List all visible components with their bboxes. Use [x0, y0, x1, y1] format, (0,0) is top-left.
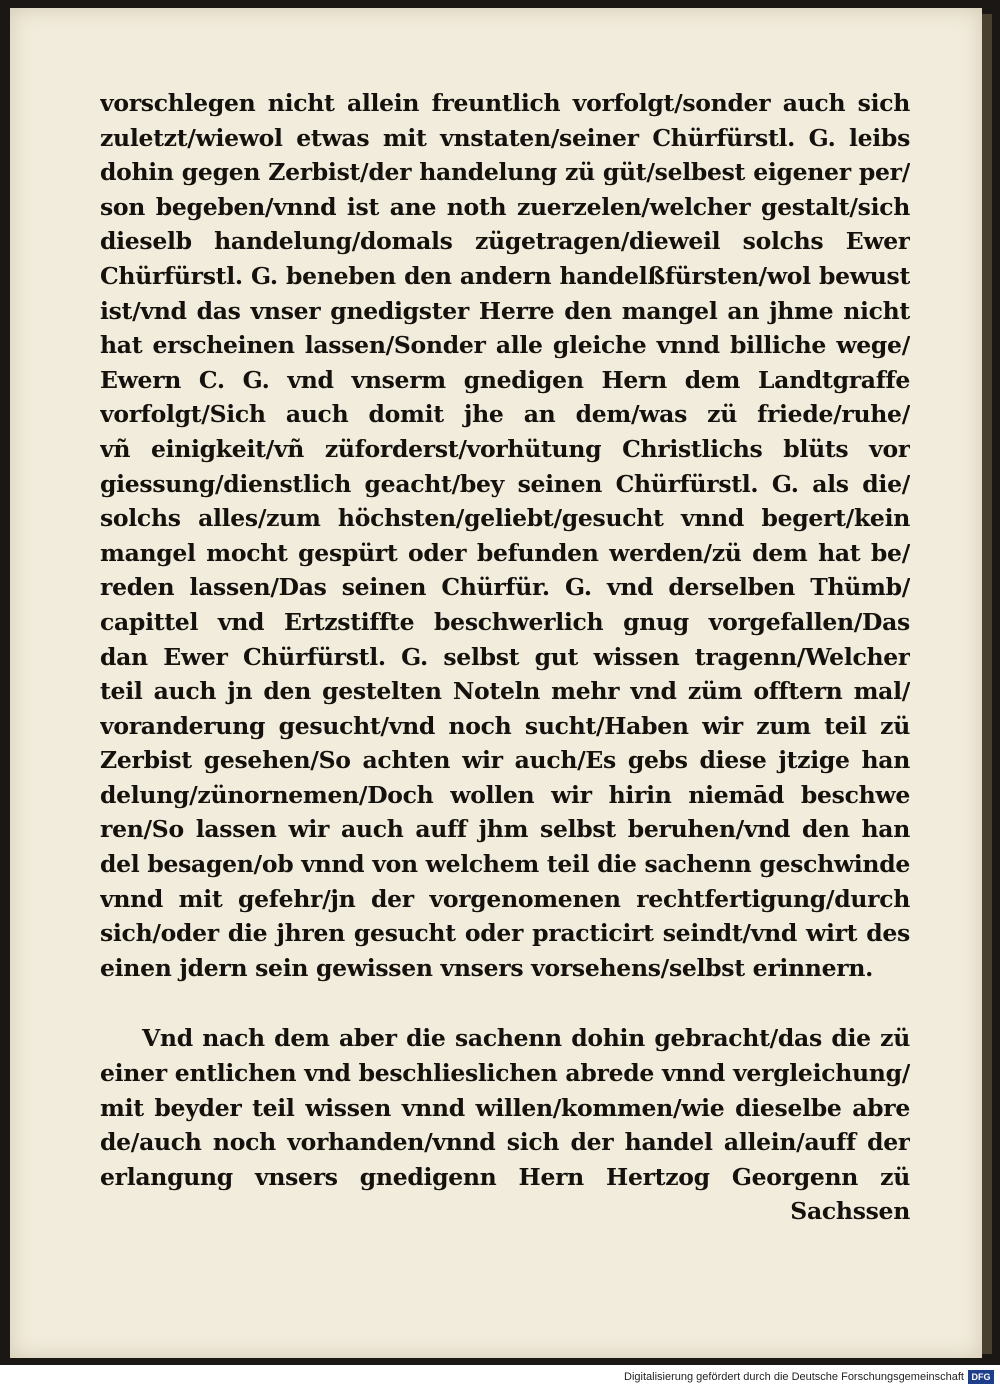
- catchword: Sachssen: [790, 1197, 910, 1226]
- text-line: mangel mocht gespürt oder befunden werden/zü dem hat be/: [100, 538, 910, 567]
- text-line: Vnd nach dem aber die sachenn dohin gebracht/das die zü: [142, 1024, 910, 1053]
- text-line: capittel vnd Ertzstiffte beschwerlich gnug vorgefallen/Das: [100, 607, 910, 636]
- digitization-footer: [0, 1365, 1000, 1391]
- page-text-block: [100, 86, 910, 1229]
- page-edge-shadow: [982, 14, 992, 1354]
- text-line: dohin gegen Zerbist/der handelung zü güt/selbest eigener per/: [100, 158, 910, 187]
- text-line: ist/vnd das vnser gnedigster Herre den mangel an jhme nicht: [100, 296, 910, 325]
- text-line: vorfolgt/Sich auch domit jhe an dem/was zü friede/ruhe/: [100, 400, 910, 429]
- text-line: ren/So lassen wir auch auff jhm selbst beruhen/vnd den han: [100, 815, 910, 844]
- paragraph-1: [100, 86, 910, 985]
- text-line: einen jdern sein gewissen vnsers vorsehens/selbst erinnern.: [100, 953, 873, 982]
- text-line: del besagen/ob vnnd von welchem teil die sachenn geschwinde: [100, 850, 910, 879]
- text-line: Chürfürstl. G. beneben den andern handelßfürsten/wol bewust: [100, 261, 910, 290]
- paragraph-gap: [100, 985, 910, 1021]
- text-line: sich/oder die jhren gesucht oder practicirt seindt/vnd wirt des: [100, 919, 910, 948]
- text-line: reden lassen/Das seinen Chürfür. G. vnd derselben Thümb/: [100, 573, 910, 602]
- text-line: zuletzt/wiewol etwas mit vnstaten/seiner Chürfürstl. G. leibs: [100, 123, 910, 152]
- text-line: delung/zünornemen/Doch wollen wir hirin niemād beschwe: [100, 780, 910, 809]
- text-line: dieselb handelung/domals zügetragen/dieweil solchs Ewer: [100, 227, 910, 256]
- text-line: giessung/dienstlich geacht/bey seinen Chürfürstl. G. als die/: [100, 469, 910, 498]
- text-line: einer entlichen vnd beschlieslichen abrede vnnd vergleichung/: [100, 1059, 910, 1088]
- text-line: erlangung vnsers gnedigenn Hern Hertzog Georgenn zü: [100, 1162, 910, 1191]
- funding-notice: Digitalisierung gefördert durch die Deutsche Forschungsgemeinschaft: [624, 1371, 964, 1383]
- text-line: Zerbist gesehen/So achten wir auch/Es gebs diese jtzige han: [100, 746, 910, 775]
- text-line: vorschlegen nicht allein freuntlich vorfolgt/sonder auch sich: [100, 89, 910, 117]
- text-line: de/auch noch vorhanden/vnnd sich der handel allein/auff der: [100, 1128, 910, 1157]
- text-line: dan Ewer Chürfürstl. G. selbst gut wissen tragenn/Welcher: [100, 642, 910, 671]
- text-line: vñ einigkeit/vñ züforderst/vorhütung Christlichs blüts vor: [100, 434, 910, 463]
- text-line: voranderung gesucht/vnd noch sucht/Haben wir zum teil zü: [100, 711, 910, 740]
- paragraph-2: [100, 1021, 910, 1229]
- dfg-logo[interactable]: DFG: [968, 1370, 994, 1384]
- text-line: son begeben/vnnd ist ane noth zuerzelen/welcher gestalt/sich: [100, 192, 910, 221]
- text-line: teil auch jn den gestelten Noteln mehr vnd züm offtern mal/: [100, 677, 910, 706]
- text-line: hat erscheinen lassen/Sonder alle gleiche vnnd billiche wege/: [100, 331, 910, 360]
- text-line: mit beyder teil wissen vnnd willen/kommen/wie dieselbe abre: [100, 1093, 910, 1122]
- text-line: vnnd mit gefehr/jn der vorgenomenen rechtfertigung/durch: [100, 884, 910, 913]
- text-line: solchs alles/zum höchsten/geliebt/gesucht vnnd begert/kein: [100, 504, 910, 533]
- text-line: Ewern C. G. vnd vnserm gnedigen Hern dem Landtgraffe: [100, 365, 910, 394]
